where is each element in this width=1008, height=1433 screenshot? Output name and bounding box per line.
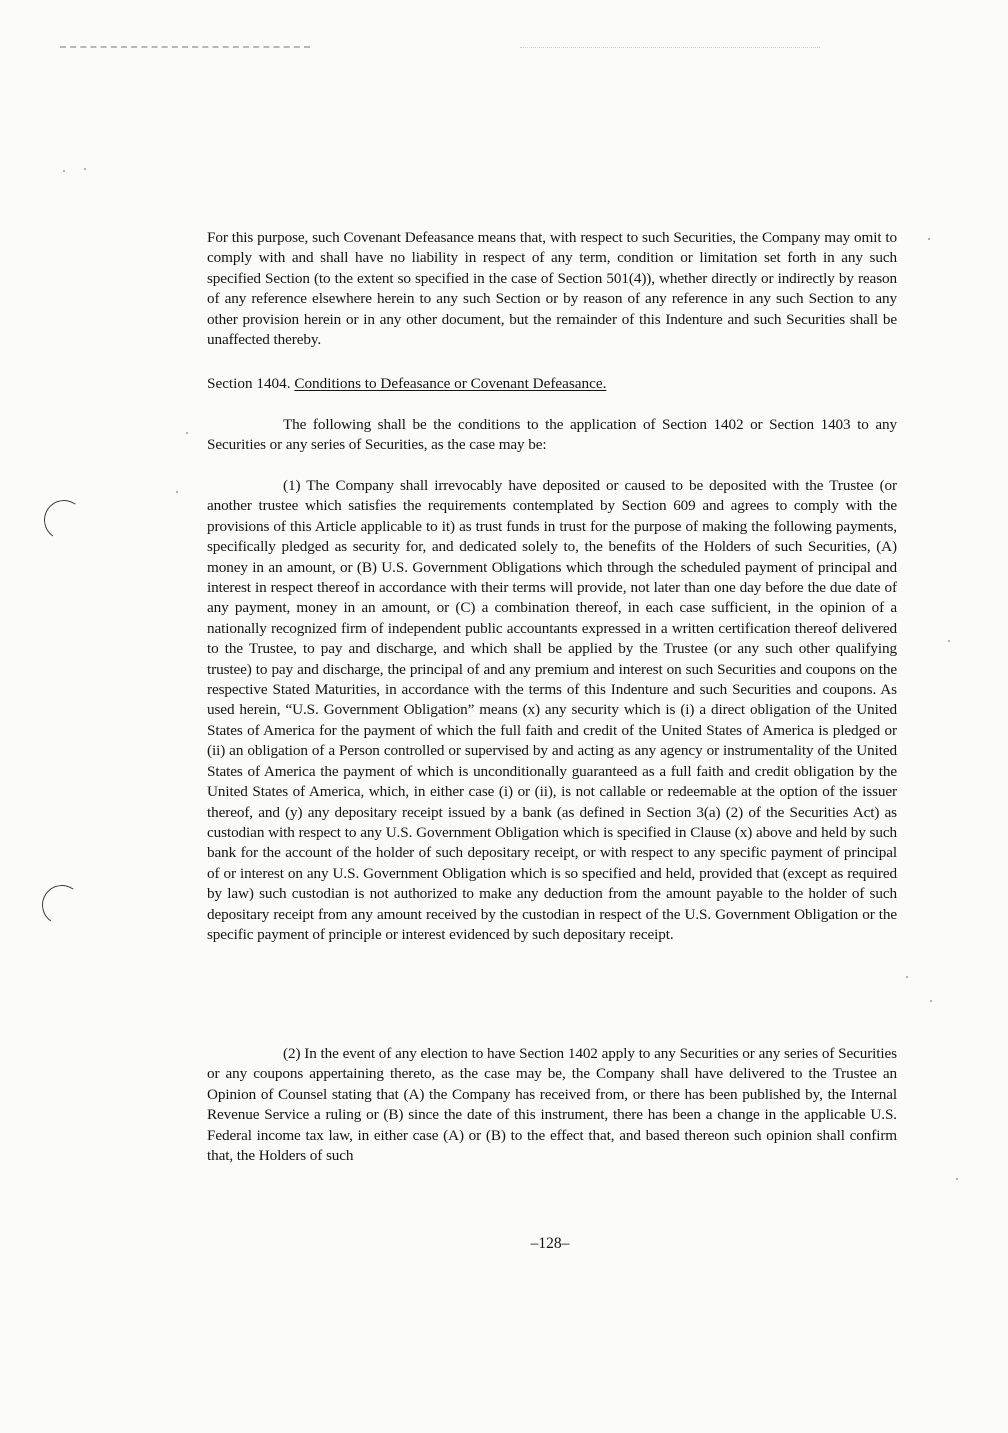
- section-number: Section 1404.: [207, 375, 291, 392]
- scan-speck: [906, 976, 908, 978]
- scan-speck: [63, 170, 65, 172]
- section-heading: [207, 374, 606, 394]
- conditions-intro-paragraph: The following shall be the conditions to the application of Section 1402 or Section 1403 to any Securities or any series of Securities, as the case may be:: [207, 416, 897, 454]
- binder-hole-mark: [39, 882, 85, 928]
- covenant-defeasance-paragraph: For this purpose, such Covenant Defeasance means that, with respect to such Securities, the Company may omit to comply with and shall have no liability in respect of any term, condition or limitation set forth in any such specified Section (to the extent so specified in the case of Section 501(4)), whether directly or indirectly by reason of any reference elsewhere herein to any such Section or by reason of any reference in any such Section to any other provision herein or in any other document, but the remainder of this Indenture and such Securities shall be unaffected thereby.: [207, 229, 897, 349]
- scan-speck: [928, 238, 930, 240]
- condition-2-paragraph: (2) In the event of any election to have Section 1402 apply to any Securities or any series of Securities or any coupons appertaining thereto, as the case may be, the Company shall have delivered to the Trustee an Opinion of Counsel stating that (A) the Company has received from, or there has been published by, the Internal Revenue Service a ruling or (B) since the date of this instrument, there has been a change in the applicable U.S. Federal income tax law, in either case (A) or (B) to the effect that, and based thereon such opinion shall confirm that, the Holders of such: [207, 1045, 897, 1165]
- scan-artifact-rule: [520, 47, 820, 48]
- scan-speck: [930, 1000, 932, 1002]
- scan-speck: [956, 1178, 958, 1180]
- scan-speck: [84, 168, 86, 170]
- section-title: Conditions to Defeasance or Covenant Defeasance.: [294, 375, 607, 392]
- scan-speck: [186, 432, 188, 434]
- scan-artifact-rule: [60, 46, 310, 48]
- scan-speck: [176, 491, 178, 493]
- condition-1-paragraph: (1) The Company shall irrevocably have deposited or caused to be deposited with the Trustee (or another trustee which satisfies the requirements contemplated by Section 609 and agrees to comply with the provisions of this Article applicable to it) as trust funds in trust for the purpose of making the following payments, specifically pledged as security for, and dedicated solely to, the benefits of the Holders of such Securities, (A) money in an amount, or (B) U.S. Government Obligations which through the scheduled payment of principal and interest in respect thereof in accordance with their terms will provide, not later than one day before the due date of any payment, money in an amount, or (C) a combination thereof, in each case sufficient, in the opinion of a nationally recognized firm of independent public accountants expressed in a written certification thereof delivered to the Trustee, to pay and discharge, and which shall be applied by the Trustee (or any such other qualifying trustee) to pay and discharge, the principal of and any premium and interest on such Securities and coupons on the respective Stated Maturities, in accordance with the terms of this Indenture and such Securities and coupons. As used herein, “U.S. Government Obligation” means (x) any security which is (i) a direct obligation of the United States of America for the payment of which the full faith and credit of the United States of America is pledged or (ii) an obligation of a Person controlled or supervised by and acting as any agency or instrumentality of the United States of America the payment of which is unconditionally guaranteed as a full faith and credit obligation by the United States of America, which, in either case (i) or (ii), is not callable or redeemable at the option of the issuer thereof, and (y) any depositary receipt issued by a bank (as defined in Section 3(a) (2) of the Securities Act) as custodian with respect to any U.S. Government Obligation which is specified in Clause (x) above and held by such bank for the account of the holder of such depositary receipt, or with respect to any specific payment of principal of or interest on any U.S. Government Obligation which is so specified and held, provided that (except as required by law) such custodian is not authorized to make any deduction from the amount payable to the holder of such depositary receipt from any amount received by the custodian in respect of the U.S. Government Obligation or the specific payment of principle or interest evidenced by such depositary receipt.: [207, 477, 897, 943]
- page-number: –128–: [530, 1235, 570, 1252]
- scan-speck: [948, 640, 950, 642]
- binder-hole-mark: [41, 497, 87, 543]
